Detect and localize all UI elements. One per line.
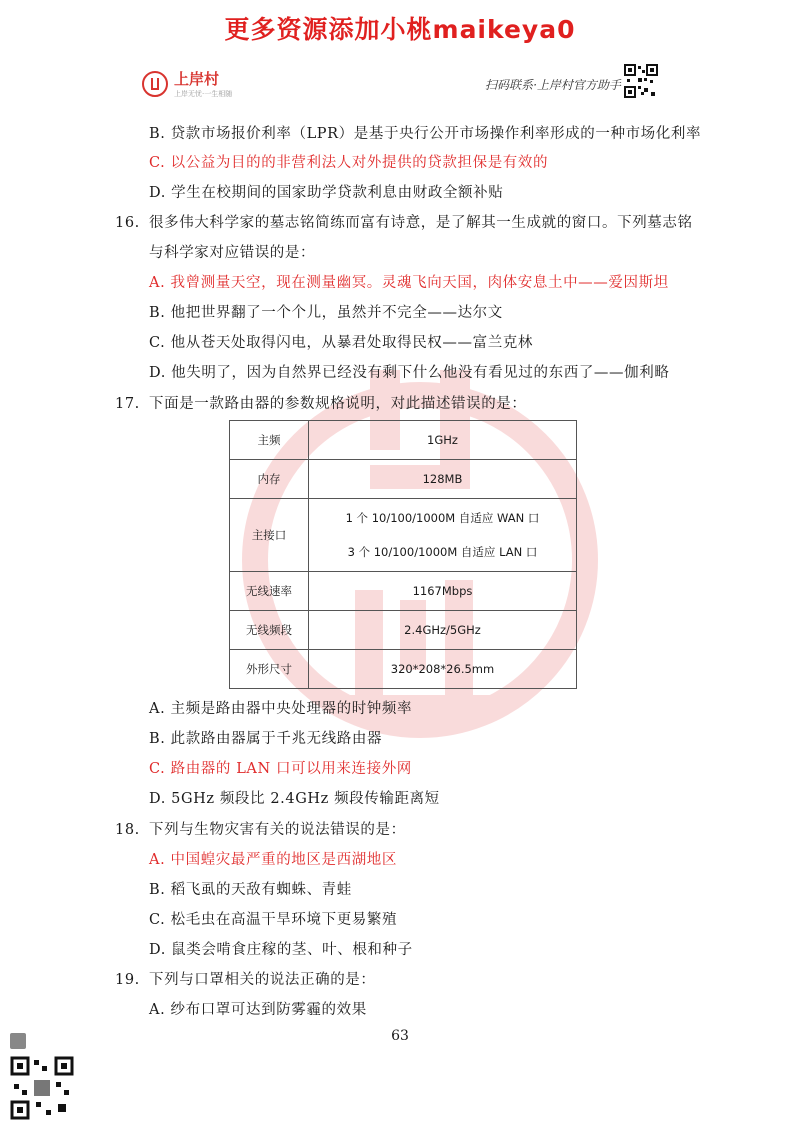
- router-spec-table: [229, 420, 577, 689]
- q17-number: 17.: [115, 396, 140, 412]
- q16-option-d: D. 他失明了，因为自然界已经没有剩下什么他没有看见过的东西了——伽利略: [149, 365, 670, 381]
- table-row: [230, 572, 577, 611]
- q18-stem: [115, 818, 406, 839]
- logo-name: 上岸村: [174, 70, 220, 88]
- avatar: [10, 1033, 26, 1049]
- spec-value: 2.4GHz/5GHz: [309, 611, 577, 650]
- q16-option-a: A. 我曾测量天空，现在测量幽冥。灵魂飞向天国，肉体安息土中——爱因斯坦: [149, 275, 669, 291]
- table-row: [230, 611, 577, 650]
- q16-stem-line2: 与科学家对应错误的是：: [149, 245, 316, 261]
- q15-option-d: D. 学生在校期间的国家助学贷款利息由财政全额补贴: [149, 185, 504, 201]
- spec-key: 无线速率: [230, 572, 309, 611]
- table-row: [230, 421, 577, 460]
- watermark-banner: 更多资源添加小桃maikeya0: [224, 15, 576, 44]
- spec-key: 主频: [230, 421, 309, 460]
- table-row: [230, 460, 577, 499]
- q17-option-b: B. 此款路由器属于千兆无线路由器: [149, 731, 383, 747]
- spec-key: 内存: [230, 460, 309, 499]
- q18-stem-text: 下列与生物灾害有关的说法错误的是：: [149, 822, 406, 838]
- spec-value: 1167Mbps: [309, 572, 577, 611]
- spec-key: 外形尺寸: [230, 650, 309, 689]
- spec-value-line: 3 个 10/100/1000M 自适应 LAN 口: [347, 545, 538, 559]
- logo-tagline: 上岸无忧·一生相随: [174, 90, 233, 98]
- q17-option-c: C. 路由器的 LAN 口可以用来连接外网: [149, 761, 412, 777]
- spec-value: [309, 499, 577, 572]
- header-contact-text: 扫码联系·上岸村官方助手: [485, 78, 621, 92]
- q15-option-b: B. 贷款市场报价利率（LPR）是基于央行公开市场操作利率形成的一种市场化利率: [149, 126, 702, 142]
- q18-option-c: C. 松毛虫在高温干旱环境下更易繁殖: [149, 912, 398, 928]
- q19-number: 19.: [115, 972, 140, 988]
- q17-option-a: A. 主频是路由器中央处理器的时钟频率: [149, 701, 413, 717]
- q19-stem-text: 下列与口罩相关的说法正确的是：: [149, 972, 376, 988]
- q17-option-d: D. 5GHz 频段比 2.4GHz 频段传输距离短: [149, 791, 440, 807]
- table-row: [230, 499, 577, 572]
- q16-stem: [115, 211, 693, 232]
- footer-qr-code-icon: [10, 1056, 74, 1120]
- q18-number: 18.: [115, 822, 140, 838]
- spec-value: 1GHz: [309, 421, 577, 460]
- q16-number: 16.: [115, 215, 140, 231]
- q17-stem: [115, 392, 527, 413]
- q18-option-d: D. 鼠类会啃食庄稼的茎、叶、根和种子: [149, 942, 413, 958]
- q19-option-a: A. 纱布口罩可达到防雾霾的效果: [149, 1002, 367, 1018]
- q16-option-b: B. 他把世界翻了一个个儿，虽然并不完全——达尔文: [149, 305, 503, 321]
- q15-option-c: C. 以公益为目的的非营利法人对外提供的贷款担保是有效的: [149, 155, 549, 171]
- q19-stem: [115, 968, 376, 989]
- q16-option-c: C. 他从苍天处取得闪电，从暴君处取得民权——富兰克林: [149, 335, 533, 351]
- q18-option-b: B. 稻飞虱的天敌有蜘蛛、青蛙: [149, 882, 352, 898]
- spec-key: 主接口: [230, 499, 309, 572]
- spec-value-line: 1 个 10/100/1000M 自适应 WAN 口: [345, 511, 540, 525]
- spec-key: 无线频段: [230, 611, 309, 650]
- table-row: [230, 650, 577, 689]
- q17-stem-text: 下面是一款路由器的参数规格说明，对此描述错误的是：: [149, 396, 527, 412]
- q16-stem-line1: 很多伟大科学家的墓志铭简练而富有诗意，是了解其一生成就的窗口。下列墓志铭: [149, 215, 693, 231]
- page-number: 63: [391, 1028, 409, 1044]
- spec-value: 320*208*26.5mm: [309, 650, 577, 689]
- q18-option-a: A. 中国蝗灾最严重的地区是西湖地区: [149, 852, 397, 868]
- spec-value: 128MB: [309, 460, 577, 499]
